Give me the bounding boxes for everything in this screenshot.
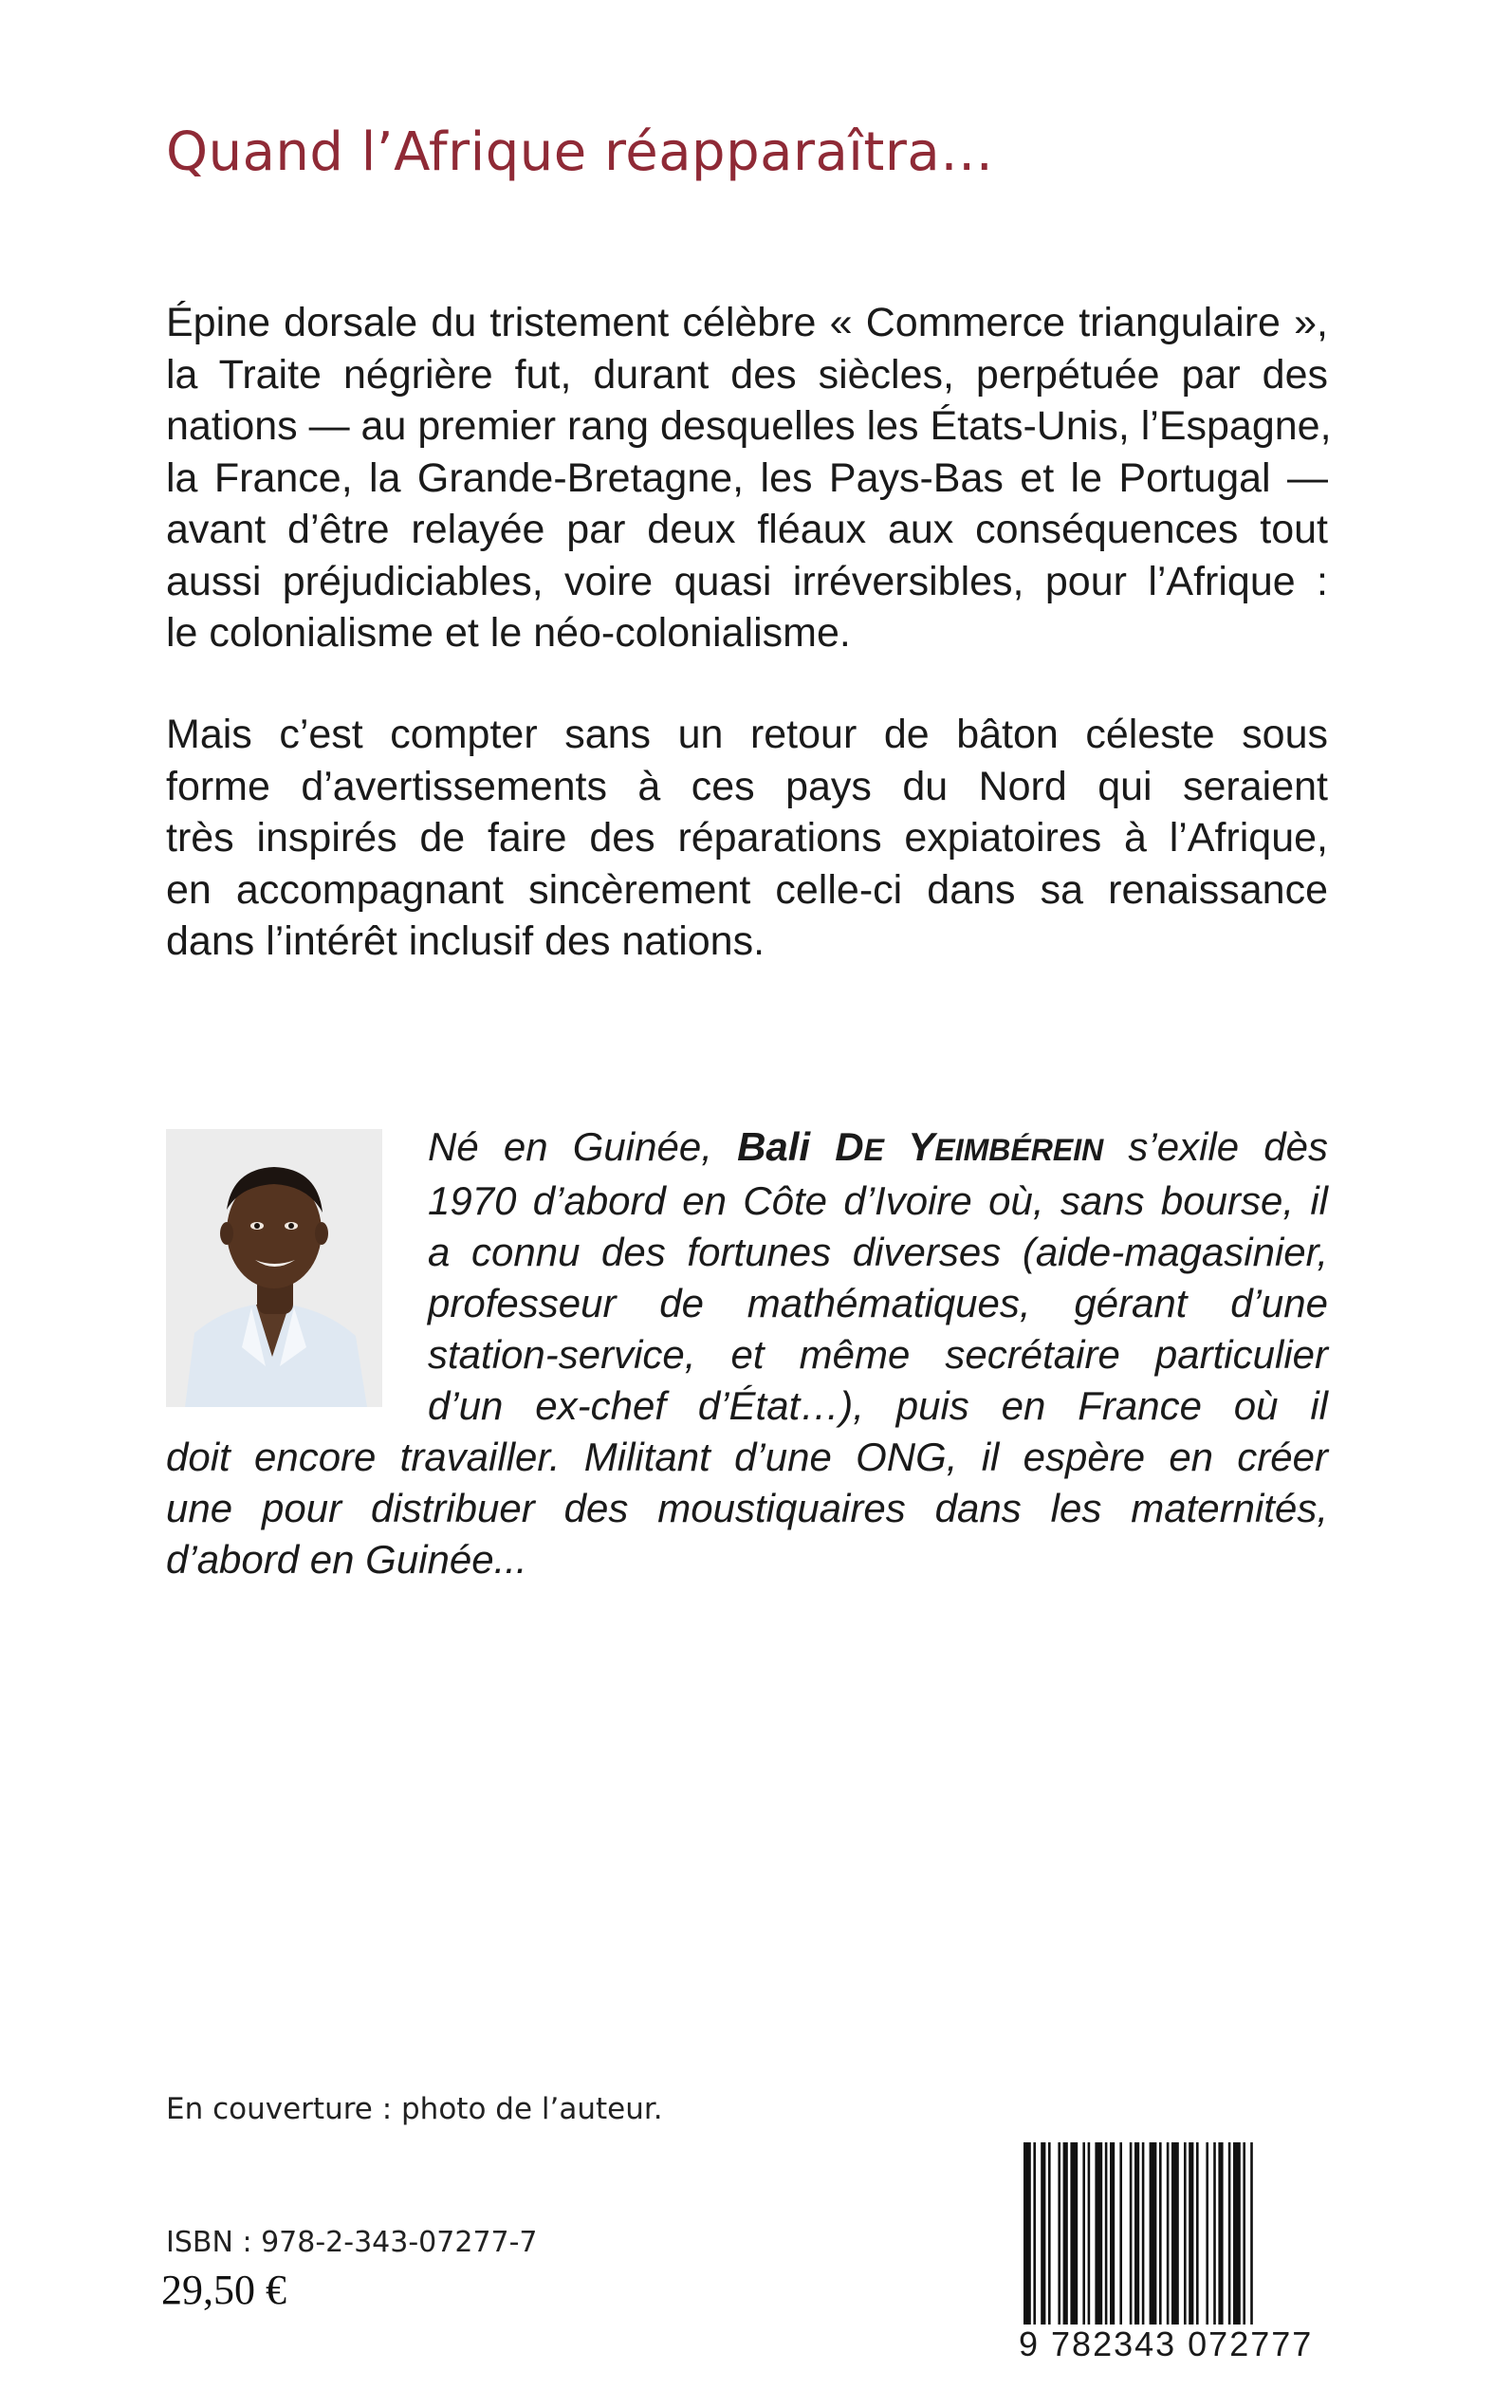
text-line: d’abord en Guinée... [166, 1537, 527, 1582]
barcode-bar [1070, 2142, 1078, 2332]
barcode-bar [1189, 2142, 1193, 2332]
text-line: nations — au premier rang desquelles les États-Unis, l’Espagne, [166, 403, 1332, 449]
barcode-bar [1218, 2142, 1223, 2332]
barcode-bar [1088, 2142, 1091, 2332]
text-line: une pour distribuer des moustiquaires dans les maternités, [166, 1486, 1328, 1530]
text-line: d’un ex-chef d’État…), puis en France où il [428, 1383, 1328, 1428]
cover-credit: En couverture : photo de l’auteur. [166, 2092, 663, 2126]
text-line: en accompagnant sincèrement celle-ci dans sa renaissance [166, 866, 1328, 913]
isbn: ISBN : 978-2-343-07277-7 [166, 2226, 538, 2259]
barcode-bar [1041, 2142, 1045, 2332]
barcode-bar [1048, 2142, 1051, 2332]
barcode-bar [1213, 2142, 1216, 2332]
barcode-bar [1228, 2142, 1231, 2332]
author-name: Bali DE YEIMBÉREIN [737, 1124, 1104, 1169]
barcode-bar [1243, 2142, 1245, 2332]
text-line: doit encore travailler. Militant d’une ONG, il espère en créer [166, 1435, 1328, 1479]
text-line: dans l’intérêt inclusif des nations. [166, 918, 765, 964]
barcode-bar [1058, 2142, 1060, 2332]
bio-intro: Né en Guinée, [428, 1124, 712, 1169]
barcode-bar [1110, 2142, 1115, 2332]
text-line: Épine dorsale du tristement célèbre « Commerce triangulaire », [166, 300, 1328, 345]
barcode-bar [1082, 2142, 1085, 2332]
barcode-bar [1150, 2142, 1157, 2332]
text-line: la France, la Grande-Bretagne, les Pays-Bas et le Portugal — [166, 454, 1328, 501]
text-line: très inspirés de faire des réparations expiatoires à l’Afrique, [166, 815, 1328, 861]
bio-after-author: s’exile dès [1128, 1124, 1328, 1169]
barcode-bar [1063, 2142, 1068, 2332]
barcode-bar [1159, 2142, 1162, 2332]
barcode-bar [1134, 2142, 1139, 2332]
text-line: la Traite négrière fut, durant des siècles, perpétuée par des [166, 351, 1328, 398]
bio-first-line [166, 1121, 1328, 1176]
text-line: Mais c’est compter sans un retour de bâton céleste sous [166, 712, 1328, 757]
barcode-bar [1130, 2142, 1133, 2332]
barcode-bar [1250, 2142, 1253, 2332]
text-line: avant d’être relayée par deux fléaux aux conséquences tout [166, 507, 1328, 552]
barcode-bar [1196, 2142, 1199, 2332]
barcode-bar [1023, 2142, 1031, 2332]
price: 29,50 € [161, 2267, 286, 2313]
barcode-bar [1206, 2142, 1208, 2332]
barcode-bars [1020, 2142, 1333, 2332]
text-line: a connu des fortunes diverses (aide-magasinier, [428, 1230, 1328, 1274]
summary-paragraph-2 [166, 709, 1328, 968]
barcode-bar [1171, 2142, 1179, 2332]
text-line: aussi préjudiciables, voire quasi irréversibles, pour l’Afrique : [166, 558, 1328, 604]
text-line: professeur de mathématiques, gérant d’une [428, 1281, 1328, 1325]
barcode-bar [1233, 2142, 1241, 2332]
text-line: station-service, et même secrétaire particulier [428, 1332, 1328, 1377]
barcode-bar [1167, 2142, 1170, 2332]
book-title: Quand l’Afrique réapparaîtra… [166, 121, 994, 183]
barcode-bar [1105, 2142, 1108, 2332]
text-line: forme d’avertissements à ces pays du Nord qui seraient [166, 763, 1328, 809]
summary-paragraph-1 [166, 297, 1332, 659]
barcode-bar [1033, 2142, 1036, 2332]
author-bio [166, 1121, 1328, 1585]
barcode-digits: 9 782343 072777 [1015, 2325, 1317, 2364]
text-line: 1970 d’abord en Côte d’Ivoire où, sans bourse, il [428, 1178, 1328, 1223]
barcode-bar [1184, 2142, 1187, 2332]
barcode-bar [1119, 2142, 1122, 2332]
barcode-bar [1095, 2142, 1102, 2332]
text-line: le colonialisme et le néo-colonialisme. [166, 610, 851, 656]
barcode-bar [1142, 2142, 1145, 2332]
